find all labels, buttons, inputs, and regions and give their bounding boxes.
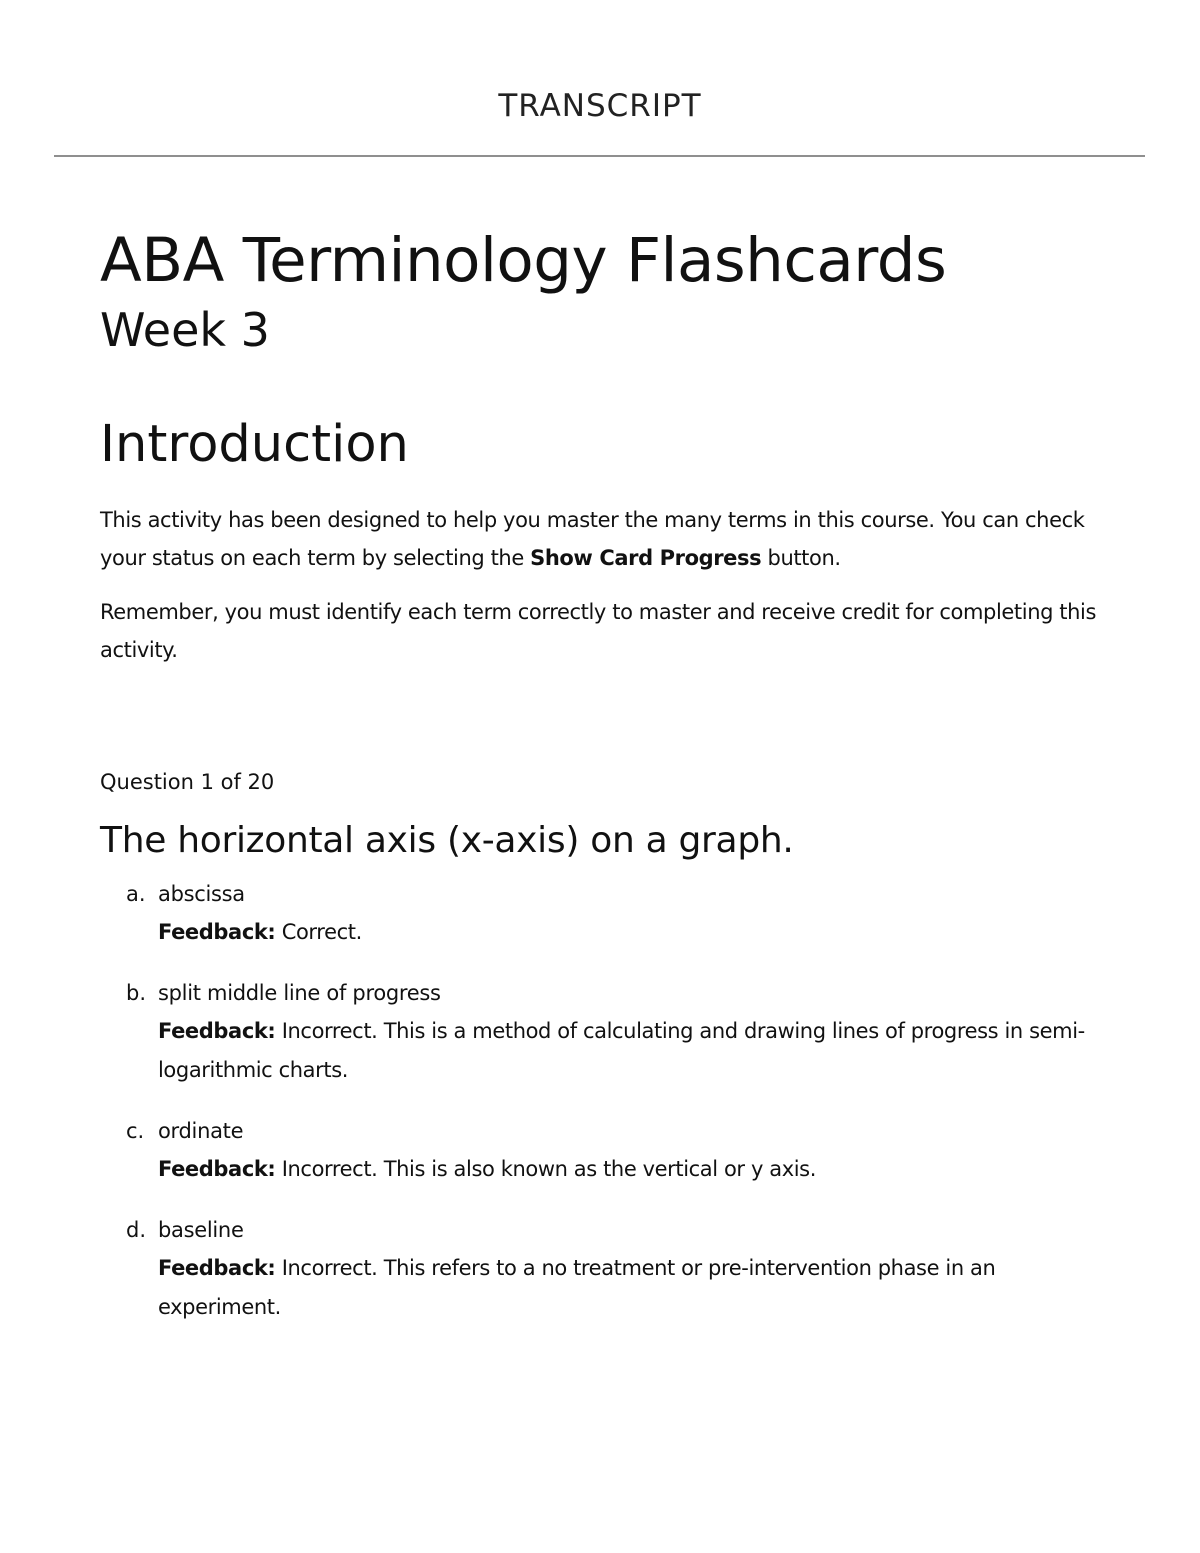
answer-option-d [100, 1211, 1100, 1327]
answer-option-b [100, 974, 1100, 1090]
option-letter: c. [126, 1119, 145, 1143]
feedback-text: Incorrect. This is also known as the vertical or y axis. [281, 1157, 816, 1181]
question-prompt: The horizontal axis (x-axis) on a graph. [100, 820, 794, 861]
feedback-label: Feedback: [158, 920, 276, 944]
feedback-text: Correct. [281, 920, 362, 944]
option-text: abscissa [158, 882, 245, 906]
intro-text-bold: Show Card Progress [530, 546, 762, 570]
option-feedback [158, 1150, 1100, 1189]
document-title: ABA Terminology Flashcards [100, 225, 947, 296]
option-text: split middle line of progress [158, 981, 441, 1005]
feedback-label: Feedback: [158, 1256, 276, 1280]
introduction-heading: Introduction [100, 415, 409, 474]
option-letter: b. [126, 981, 147, 1005]
option-letter: a. [126, 882, 146, 906]
feedback-text: Incorrect. This refers to a no treatment or pre-intervention phase in an experiment. [158, 1256, 996, 1319]
transcript-header: TRANSCRIPT [498, 88, 702, 124]
introduction-paragraph-1 [100, 501, 1100, 577]
option-feedback [158, 913, 1100, 952]
feedback-label: Feedback: [158, 1157, 276, 1181]
answer-option-a [100, 875, 1100, 952]
intro-text-part-1: This activity has been designed to help you master the many terms in this course. You can check your status on each term by selecting the [100, 508, 1085, 570]
answer-option-c [100, 1112, 1100, 1189]
header-divider [54, 155, 1145, 157]
intro-text-part-2: button. [761, 546, 841, 570]
question-counter: Question 1 of 20 [100, 770, 275, 794]
document-subtitle: Week 3 [100, 303, 270, 357]
introduction-paragraph-2: Remember, you must identify each term correctly to master and receive credit for completing this activity. [100, 600, 1097, 662]
option-feedback [158, 1249, 1100, 1327]
feedback-label: Feedback: [158, 1019, 276, 1043]
option-feedback [158, 1012, 1100, 1090]
feedback-text: Incorrect. This is a method of calculating and drawing lines of progress in semi-logarithmic charts. [158, 1019, 1085, 1082]
option-text: ordinate [158, 1119, 244, 1143]
answer-options [100, 875, 1100, 1327]
transcript-content [100, 222, 1100, 1349]
option-letter: d. [126, 1218, 147, 1242]
option-text: baseline [158, 1218, 244, 1242]
